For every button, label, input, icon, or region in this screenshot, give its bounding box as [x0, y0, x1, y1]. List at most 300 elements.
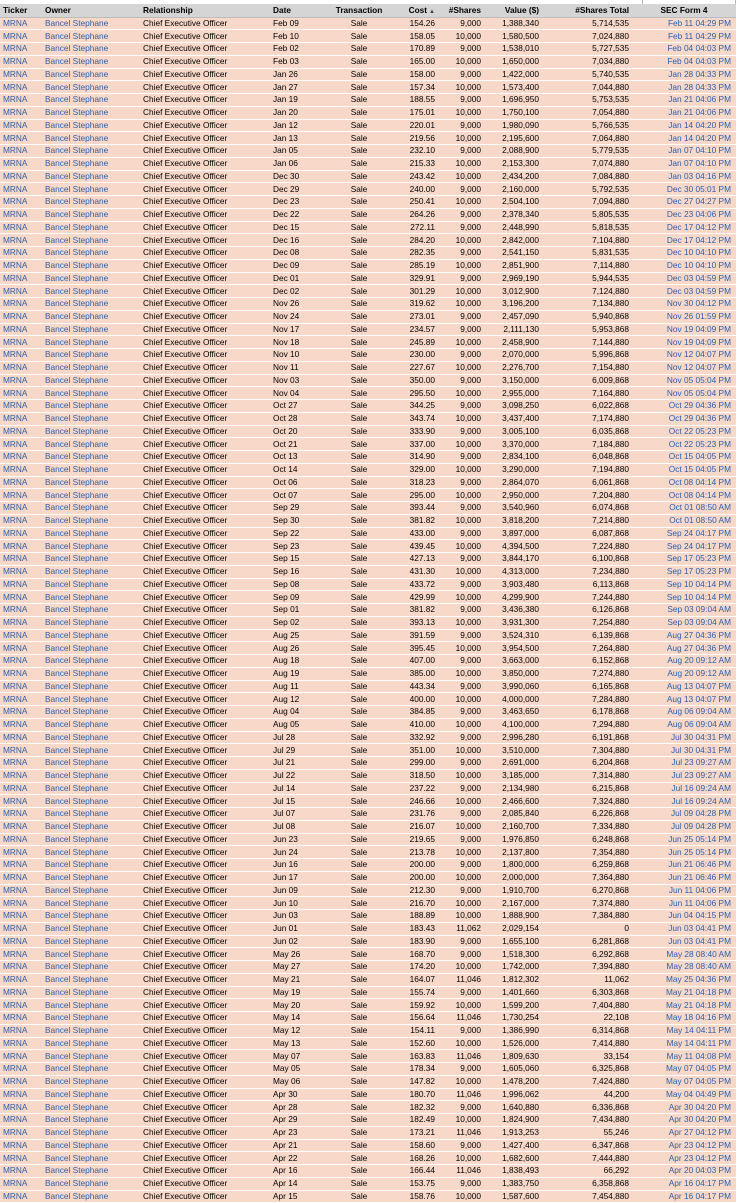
sec-form-link[interactable]: Feb 11 04:29 PM	[667, 17, 731, 28]
ticker-link[interactable]: MRNA	[3, 260, 28, 271]
owner-link[interactable]: Bancel Stephane	[45, 349, 109, 360]
owner-link[interactable]: Bancel Stephane	[45, 336, 109, 347]
owner-link[interactable]: Bancel Stephane	[45, 515, 109, 526]
owner-link[interactable]: Bancel Stephane	[45, 1114, 109, 1125]
owner-link[interactable]: Bancel Stephane	[45, 731, 109, 742]
owner-link[interactable]: Bancel Stephane	[45, 1012, 109, 1023]
sec-form-link[interactable]: Jul 16 09:24 AM	[671, 782, 731, 793]
ticker-link[interactable]: MRNA	[3, 349, 28, 360]
owner-link[interactable]: Bancel Stephane	[45, 68, 109, 79]
ticker-link[interactable]: MRNA	[3, 515, 28, 526]
sec-form-link[interactable]: Jun 04 04:15 PM	[668, 910, 731, 921]
sec-form-link[interactable]: Aug 27 04:36 PM	[666, 629, 731, 640]
sec-form-link[interactable]: Apr 30 04:20 PM	[668, 1114, 731, 1125]
sec-form-link[interactable]: Feb 04 04:03 PM	[667, 43, 731, 54]
sec-form-link[interactable]: Jan 14 04:20 PM	[668, 119, 731, 130]
owner-link[interactable]: Bancel Stephane	[45, 145, 109, 156]
sec-form-link[interactable]: Apr 16 04:17 PM	[668, 1178, 731, 1189]
owner-link[interactable]: Bancel Stephane	[45, 413, 109, 424]
sec-form-link[interactable]: Dec 03 04:59 PM	[666, 285, 731, 296]
sec-form-link[interactable]: Nov 19 04:09 PM	[666, 336, 731, 347]
sec-form-link[interactable]: Jan 07 04:10 PM	[668, 145, 731, 156]
owner-link[interactable]: Bancel Stephane	[45, 604, 109, 615]
ticker-link[interactable]: MRNA	[3, 782, 28, 793]
owner-link[interactable]: Bancel Stephane	[45, 961, 109, 972]
sec-form-link[interactable]: Nov 26 01:59 PM	[666, 311, 731, 322]
table-row	[0, 871, 736, 884]
ticker-link[interactable]: MRNA	[3, 489, 28, 500]
owner-link[interactable]: Bancel Stephane	[45, 553, 109, 564]
sec-form-link[interactable]: Apr 27 04:12 PM	[668, 1127, 731, 1138]
ticker-link[interactable]: MRNA	[3, 132, 28, 143]
transaction-cell: Sale	[350, 948, 368, 959]
sec-form-link[interactable]: May 11 04:08 PM	[666, 1050, 731, 1061]
ticker-link[interactable]: MRNA	[3, 999, 28, 1010]
owner-link[interactable]: Bancel Stephane	[45, 387, 109, 398]
sec-form-link[interactable]: May 07 04:05 PM	[665, 1063, 731, 1074]
owner-link[interactable]: Bancel Stephane	[45, 693, 109, 704]
ticker-link[interactable]: MRNA	[3, 68, 28, 79]
sec-form-link[interactable]: Jun 03 04:41 PM	[668, 923, 731, 934]
owner-link[interactable]: Bancel Stephane	[45, 540, 109, 551]
ticker-link[interactable]: MRNA	[3, 566, 28, 577]
sec-form-link[interactable]: Jun 03 04:41 PM	[668, 935, 731, 946]
sec-form-link[interactable]: May 18 04:16 PM	[665, 1012, 731, 1023]
ticker-link[interactable]: MRNA	[3, 770, 28, 781]
ticker-link[interactable]: MRNA	[3, 706, 28, 717]
owner-link[interactable]: Bancel Stephane	[45, 1152, 109, 1163]
sec-form-link[interactable]: Apr 16 04:17 PM	[668, 1190, 731, 1201]
owner-link[interactable]: Bancel Stephane	[45, 795, 109, 806]
ticker-link[interactable]: MRNA	[3, 413, 28, 424]
ticker-link[interactable]: MRNA	[3, 272, 28, 283]
ticker-link[interactable]: MRNA	[3, 425, 28, 436]
owner-link[interactable]: Bancel Stephane	[45, 1088, 109, 1099]
owner-link[interactable]: Bancel Stephane	[45, 81, 109, 92]
ticker-link[interactable]: MRNA	[3, 170, 28, 181]
ticker-link[interactable]: MRNA	[3, 107, 28, 118]
ticker-link[interactable]: MRNA	[3, 387, 28, 398]
sec-form-link[interactable]: May 04 04:49 PM	[665, 1088, 731, 1099]
shares-total-cell: 44,200	[603, 1088, 629, 1099]
header-sec-form[interactable]: SEC Form 4	[632, 4, 736, 17]
ticker-link[interactable]: MRNA	[3, 30, 28, 41]
owner-link[interactable]: Bancel Stephane	[45, 617, 109, 628]
owner-link[interactable]: Bancel Stephane	[45, 1076, 109, 1087]
ticker-link[interactable]: MRNA	[3, 1152, 28, 1163]
cost-cell: 350.00	[409, 374, 435, 385]
table-body	[0, 17, 736, 1203]
ticker-link[interactable]: MRNA	[3, 374, 28, 385]
owner-link[interactable]: Bancel Stephane	[45, 986, 109, 997]
ticker-link[interactable]: MRNA	[3, 311, 28, 322]
sec-form-link[interactable]: Sep 03 09:04 AM	[667, 617, 731, 628]
owner-link[interactable]: Bancel Stephane	[45, 770, 109, 781]
owner-link[interactable]: Bancel Stephane	[45, 298, 109, 309]
ticker-link[interactable]: MRNA	[3, 846, 28, 857]
ticker-link[interactable]: MRNA	[3, 247, 28, 258]
ticker-link[interactable]: MRNA	[3, 451, 28, 462]
owner-link[interactable]: Bancel Stephane	[45, 872, 109, 883]
value-cell: 2,378,340	[502, 209, 539, 220]
owner-link[interactable]: Bancel Stephane	[45, 744, 109, 755]
header-cost[interactable]	[390, 4, 438, 17]
sec-form-link[interactable]: Jan 21 04:06 PM	[668, 107, 731, 118]
owner-link[interactable]: Bancel Stephane	[45, 502, 109, 513]
sec-form-link[interactable]: May 25 04:36 PM	[665, 974, 731, 985]
sec-form-link[interactable]: Jul 30 04:31 PM	[671, 744, 731, 755]
owner-link[interactable]: Bancel Stephane	[45, 948, 109, 959]
ticker-link[interactable]: MRNA	[3, 1101, 28, 1112]
sec-form-link[interactable]: Oct 01 08:50 AM	[669, 515, 731, 526]
ticker-link[interactable]: MRNA	[3, 668, 28, 679]
sec-form-link[interactable]: Aug 20 09:12 AM	[667, 655, 731, 666]
owner-link[interactable]: Bancel Stephane	[45, 719, 109, 730]
ticker-link[interactable]: MRNA	[3, 604, 28, 615]
sec-form-link[interactable]: Jul 30 04:31 PM	[671, 731, 731, 742]
sec-form-link[interactable]: Aug 27 04:36 PM	[666, 642, 731, 653]
owner-link[interactable]: Bancel Stephane	[45, 221, 109, 232]
ticker-link[interactable]: MRNA	[3, 400, 28, 411]
owner-link[interactable]: Bancel Stephane	[45, 680, 109, 691]
sec-form-link[interactable]: Jan 28 04:33 PM	[668, 81, 731, 92]
owner-link[interactable]: Bancel Stephane	[45, 425, 109, 436]
owner-link[interactable]: Bancel Stephane	[45, 1165, 109, 1176]
owner-link[interactable]: Bancel Stephane	[45, 183, 109, 194]
owner-link[interactable]: Bancel Stephane	[45, 489, 109, 500]
sec-form-link[interactable]: Aug 20 09:12 AM	[667, 668, 731, 679]
ticker-link[interactable]: MRNA	[3, 974, 28, 985]
owner-link[interactable]: Bancel Stephane	[45, 668, 109, 679]
sec-form-link[interactable]: Feb 11 04:29 PM	[667, 30, 731, 41]
owner-link[interactable]: Bancel Stephane	[45, 706, 109, 717]
ticker-link[interactable]: MRNA	[3, 540, 28, 551]
owner-link[interactable]: Bancel Stephane	[45, 272, 109, 283]
ticker-link[interactable]: MRNA	[3, 553, 28, 564]
sec-form-link[interactable]: Jan 03 04:16 PM	[668, 170, 731, 181]
owner-link[interactable]: Bancel Stephane	[45, 260, 109, 271]
sec-form-link[interactable]: May 21 04:18 PM	[665, 999, 731, 1010]
ticker-link[interactable]: MRNA	[3, 323, 28, 334]
owner-link[interactable]: Bancel Stephane	[45, 1101, 109, 1112]
owner-link[interactable]: Bancel Stephane	[45, 935, 109, 946]
sec-form-link[interactable]: Sep 10 04:14 PM	[666, 578, 731, 589]
owner-link[interactable]: Bancel Stephane	[45, 999, 109, 1010]
ticker-link[interactable]: MRNA	[3, 1025, 28, 1036]
owner-link[interactable]: Bancel Stephane	[45, 1178, 109, 1189]
owner-link[interactable]: Bancel Stephane	[45, 757, 109, 768]
sec-form-link[interactable]: Sep 10 04:14 PM	[666, 591, 731, 602]
owner-link[interactable]: Bancel Stephane	[45, 527, 109, 538]
ticker-link[interactable]: MRNA	[3, 731, 28, 742]
ticker-link[interactable]: MRNA	[3, 642, 28, 653]
sec-form-link[interactable]: Jun 11 04:06 PM	[668, 897, 731, 908]
owner-link[interactable]: Bancel Stephane	[45, 374, 109, 385]
header-ticker[interactable]: Ticker	[0, 4, 42, 17]
ticker-link[interactable]: MRNA	[3, 298, 28, 309]
owner-link[interactable]: Bancel Stephane	[45, 1037, 109, 1048]
owner-link[interactable]: Bancel Stephane	[45, 438, 109, 449]
sec-form-link[interactable]: May 21 04:18 PM	[665, 986, 731, 997]
ticker-link[interactable]: MRNA	[3, 693, 28, 704]
ticker-link[interactable]: MRNA	[3, 884, 28, 895]
ticker-link[interactable]: MRNA	[3, 897, 28, 908]
ticker-link[interactable]: MRNA	[3, 196, 28, 207]
sec-form-link[interactable]: Dec 27 04:27 PM	[666, 196, 731, 207]
owner-link[interactable]: Bancel Stephane	[45, 1025, 109, 1036]
ticker-link[interactable]: MRNA	[3, 986, 28, 997]
ticker-link[interactable]: MRNA	[3, 158, 28, 169]
ticker-link[interactable]: MRNA	[3, 757, 28, 768]
ticker-link[interactable]: MRNA	[3, 209, 28, 220]
owner-link[interactable]: Bancel Stephane	[45, 17, 109, 28]
sec-form-link[interactable]: Dec 30 05:01 PM	[666, 183, 731, 194]
owner-link[interactable]: Bancel Stephane	[45, 107, 109, 118]
sec-form-link[interactable]: Nov 19 04:09 PM	[666, 323, 731, 334]
owner-link[interactable]: Bancel Stephane	[45, 158, 109, 169]
ticker-link[interactable]: MRNA	[3, 680, 28, 691]
sec-form-link[interactable]: May 07 04:05 PM	[665, 1076, 731, 1087]
value-cell: 1,696,950	[502, 94, 539, 105]
sec-form-link[interactable]: Jul 23 09:27 AM	[671, 757, 731, 768]
shares-cell: 11,046	[456, 1012, 481, 1023]
ticker-link[interactable]: MRNA	[3, 1165, 28, 1176]
sec-form-link[interactable]: Jun 25 05:14 PM	[668, 846, 731, 857]
ticker-link[interactable]: MRNA	[3, 81, 28, 92]
ticker-link[interactable]: MRNA	[3, 1050, 28, 1061]
owner-link[interactable]: Bancel Stephane	[45, 285, 109, 296]
sec-form-link[interactable]: May 28 08:40 AM	[666, 961, 731, 972]
sec-form-link[interactable]: Nov 30 04:12 PM	[666, 298, 731, 309]
ticker-link[interactable]: MRNA	[3, 719, 28, 730]
sec-form-link[interactable]: Oct 22 05:23 PM	[668, 425, 731, 436]
sec-form-link[interactable]: Jan 28 04:33 PM	[668, 68, 731, 79]
owner-link[interactable]: Bancel Stephane	[45, 362, 109, 373]
ticker-link[interactable]: MRNA	[3, 617, 28, 628]
ticker-link[interactable]: MRNA	[3, 1063, 28, 1074]
sec-form-link[interactable]: Nov 12 04:07 PM	[666, 349, 731, 360]
owner-link[interactable]: Bancel Stephane	[45, 974, 109, 985]
sec-form-link[interactable]: Jun 25 05:14 PM	[668, 833, 731, 844]
owner-link[interactable]: Bancel Stephane	[45, 566, 109, 577]
sec-form-link[interactable]: Aug 13 04:07 PM	[666, 680, 731, 691]
owner-link[interactable]: Bancel Stephane	[45, 846, 109, 857]
sec-form-link[interactable]: Jun 21 06:46 PM	[668, 872, 731, 883]
owner-link[interactable]: Bancel Stephane	[45, 94, 109, 105]
sec-form-link[interactable]: Jan 14 04:20 PM	[668, 132, 731, 143]
sec-form-link[interactable]: Apr 30 04:20 PM	[668, 1101, 731, 1112]
owner-link[interactable]: Bancel Stephane	[45, 923, 109, 934]
ticker-link[interactable]: MRNA	[3, 285, 28, 296]
ticker-link[interactable]: MRNA	[3, 629, 28, 640]
ticker-link[interactable]: MRNA	[3, 821, 28, 832]
sec-form-link[interactable]: May 14 04:11 PM	[666, 1037, 731, 1048]
sec-form-link[interactable]: Sep 03 09:04 AM	[667, 604, 731, 615]
ticker-link[interactable]: MRNA	[3, 234, 28, 245]
sec-form-link[interactable]: Dec 10 04:10 PM	[666, 260, 731, 271]
ticker-link[interactable]: MRNA	[3, 119, 28, 130]
ticker-link[interactable]: MRNA	[3, 795, 28, 806]
sec-form-link[interactable]: Sep 17 05:23 PM	[666, 553, 731, 564]
sec-form-link[interactable]: Aug 06 09:04 AM	[667, 719, 731, 730]
ticker-link[interactable]: MRNA	[3, 221, 28, 232]
ticker-link[interactable]: MRNA	[3, 910, 28, 921]
cost-cell: 188.89	[409, 910, 435, 921]
sec-form-link[interactable]: Oct 01 08:50 AM	[669, 502, 731, 513]
sec-form-link[interactable]: Jan 21 04:06 PM	[668, 94, 731, 105]
header-transaction[interactable]: Transaction	[328, 4, 390, 17]
header-shares[interactable]: #Shares	[438, 4, 484, 17]
ticker-link[interactable]: MRNA	[3, 43, 28, 54]
owner-link[interactable]: Bancel Stephane	[45, 464, 109, 475]
ticker-link[interactable]: MRNA	[3, 362, 28, 373]
owner-link[interactable]: Bancel Stephane	[45, 196, 109, 207]
sec-form-link[interactable]: Jun 11 04:06 PM	[668, 884, 731, 895]
date-cell: Feb 02	[273, 43, 299, 54]
ticker-link[interactable]: MRNA	[3, 578, 28, 589]
ticker-link[interactable]: MRNA	[3, 56, 28, 67]
sec-form-link[interactable]: Jul 23 09:27 AM	[671, 770, 731, 781]
owner-link[interactable]: Bancel Stephane	[45, 119, 109, 130]
owner-link[interactable]: Bancel Stephane	[45, 1190, 109, 1201]
owner-link[interactable]: Bancel Stephane	[45, 642, 109, 653]
sec-form-link[interactable]: Oct 29 04:36 PM	[668, 413, 731, 424]
owner-link[interactable]: Bancel Stephane	[45, 782, 109, 793]
sec-form-link[interactable]: Nov 05 05:04 PM	[666, 387, 731, 398]
ticker-link[interactable]: MRNA	[3, 336, 28, 347]
ticker-link[interactable]: MRNA	[3, 183, 28, 194]
owner-link[interactable]: Bancel Stephane	[45, 209, 109, 220]
ticker-link[interactable]: MRNA	[3, 1190, 28, 1201]
ticker-link[interactable]: MRNA	[3, 476, 28, 487]
sec-form-link[interactable]: Apr 23 04:12 PM	[668, 1152, 731, 1163]
sec-form-link[interactable]: Sep 17 05:23 PM	[666, 566, 731, 577]
sec-form-link[interactable]: May 14 04:11 PM	[666, 1025, 731, 1036]
header-value[interactable]: Value ($)	[484, 4, 542, 17]
owner-link[interactable]: Bancel Stephane	[45, 897, 109, 908]
sec-form-link[interactable]: Sep 24 04:17 PM	[666, 527, 731, 538]
sec-form-link[interactable]: Feb 04 04:03 PM	[667, 56, 731, 67]
ticker-link[interactable]: MRNA	[3, 438, 28, 449]
ticker-link[interactable]: MRNA	[3, 935, 28, 946]
owner-link[interactable]: Bancel Stephane	[45, 655, 109, 666]
sec-form-link[interactable]: Jan 07 04:10 PM	[668, 158, 731, 169]
ticker-link[interactable]: MRNA	[3, 1076, 28, 1087]
owner-link[interactable]: Bancel Stephane	[45, 1063, 109, 1074]
sec-form-link[interactable]: Apr 23 04:12 PM	[668, 1139, 731, 1150]
sec-form-link[interactable]: Jul 09 04:28 PM	[671, 808, 731, 819]
ticker-link[interactable]: MRNA	[3, 1178, 28, 1189]
header-owner[interactable]: Owner	[42, 4, 140, 17]
sec-form-link[interactable]: May 28 08:40 AM	[666, 948, 731, 959]
sec-form-link[interactable]: Dec 17 04:12 PM	[666, 221, 731, 232]
ticker-link[interactable]: MRNA	[3, 17, 28, 28]
ticker-link[interactable]: MRNA	[3, 833, 28, 844]
sec-form-link[interactable]: Jul 16 09:24 AM	[671, 795, 731, 806]
owner-link[interactable]: Bancel Stephane	[45, 400, 109, 411]
ticker-link[interactable]: MRNA	[3, 502, 28, 513]
owner-link[interactable]: Bancel Stephane	[45, 132, 109, 143]
ticker-link[interactable]: MRNA	[3, 744, 28, 755]
sec-form-link[interactable]: Oct 22 05:23 PM	[668, 438, 731, 449]
ticker-link[interactable]: MRNA	[3, 961, 28, 972]
ticker-link[interactable]: MRNA	[3, 923, 28, 934]
ticker-link[interactable]: MRNA	[3, 1012, 28, 1023]
owner-link[interactable]: Bancel Stephane	[45, 247, 109, 258]
ticker-link[interactable]: MRNA	[3, 94, 28, 105]
sec-form-link[interactable]: Dec 23 04:06 PM	[666, 209, 731, 220]
ticker-link[interactable]: MRNA	[3, 464, 28, 475]
ticker-link[interactable]: MRNA	[3, 145, 28, 156]
owner-link[interactable]: Bancel Stephane	[45, 1050, 109, 1061]
sec-form-link[interactable]: Nov 05 05:04 PM	[666, 374, 731, 385]
sec-form-link[interactable]: Oct 15 04:05 PM	[668, 451, 731, 462]
owner-link[interactable]: Bancel Stephane	[45, 591, 109, 602]
header-relationship[interactable]: Relationship	[140, 4, 270, 17]
sec-form-link[interactable]: Apr 20 04:03 PM	[668, 1165, 731, 1176]
owner-link[interactable]: Bancel Stephane	[45, 821, 109, 832]
sec-form-link[interactable]: Oct 08 04:14 PM	[668, 489, 731, 500]
owner-link[interactable]: Bancel Stephane	[45, 451, 109, 462]
sec-form-link[interactable]: Jul 09 04:28 PM	[671, 821, 731, 832]
ticker-link[interactable]: MRNA	[3, 1114, 28, 1125]
header-date[interactable]: Date	[270, 4, 328, 17]
owner-link[interactable]: Bancel Stephane	[45, 311, 109, 322]
sec-form-link[interactable]: Oct 15 04:05 PM	[668, 464, 731, 475]
owner-link[interactable]: Bancel Stephane	[45, 234, 109, 245]
ticker-link[interactable]: MRNA	[3, 591, 28, 602]
owner-link[interactable]: Bancel Stephane	[45, 629, 109, 640]
sec-form-link[interactable]: Dec 03 04:59 PM	[666, 272, 731, 283]
sec-form-link[interactable]: Oct 08 04:14 PM	[668, 476, 731, 487]
sec-form-link[interactable]: Nov 12 04:07 PM	[666, 362, 731, 373]
ticker-link[interactable]: MRNA	[3, 527, 28, 538]
owner-link[interactable]: Bancel Stephane	[45, 833, 109, 844]
owner-link[interactable]: Bancel Stephane	[45, 323, 109, 334]
shares-total-cell: 5,940,868	[592, 311, 629, 322]
ticker-link[interactable]: MRNA	[3, 872, 28, 883]
ticker-link[interactable]: MRNA	[3, 808, 28, 819]
ticker-link[interactable]: MRNA	[3, 1088, 28, 1099]
owner-link[interactable]: Bancel Stephane	[45, 808, 109, 819]
ticker-link[interactable]: MRNA	[3, 859, 28, 870]
owner-link[interactable]: Bancel Stephane	[45, 859, 109, 870]
owner-link[interactable]: Bancel Stephane	[45, 910, 109, 921]
ticker-link[interactable]: MRNA	[3, 1139, 28, 1150]
owner-link[interactable]: Bancel Stephane	[45, 578, 109, 589]
owner-link[interactable]: Bancel Stephane	[45, 476, 109, 487]
ticker-link[interactable]: MRNA	[3, 655, 28, 666]
ticker-link[interactable]: MRNA	[3, 1037, 28, 1048]
sec-form-link[interactable]: Aug 13 04:07 PM	[666, 693, 731, 704]
owner-link[interactable]: Bancel Stephane	[45, 43, 109, 54]
owner-link[interactable]: Bancel Stephane	[45, 1139, 109, 1150]
ticker-link[interactable]: MRNA	[3, 1127, 28, 1138]
ticker-link[interactable]: MRNA	[3, 948, 28, 959]
header-shares-total[interactable]: #Shares Total	[542, 4, 632, 17]
sec-form-link[interactable]: Aug 06 09:04 AM	[667, 706, 731, 717]
sec-form-link[interactable]: Dec 17 04:12 PM	[666, 234, 731, 245]
sec-form-link[interactable]: Sep 24 04:17 PM	[666, 540, 731, 551]
sec-form-link[interactable]: Oct 29 04:36 PM	[668, 400, 731, 411]
owner-link[interactable]: Bancel Stephane	[45, 30, 109, 41]
sec-form-link[interactable]: Jun 21 06:46 PM	[668, 859, 731, 870]
owner-link[interactable]: Bancel Stephane	[45, 56, 109, 67]
owner-link[interactable]: Bancel Stephane	[45, 170, 109, 181]
sec-form-link[interactable]: Dec 10 04:10 PM	[666, 247, 731, 258]
owner-link[interactable]: Bancel Stephane	[45, 884, 109, 895]
owner-link[interactable]: Bancel Stephane	[45, 1127, 109, 1138]
